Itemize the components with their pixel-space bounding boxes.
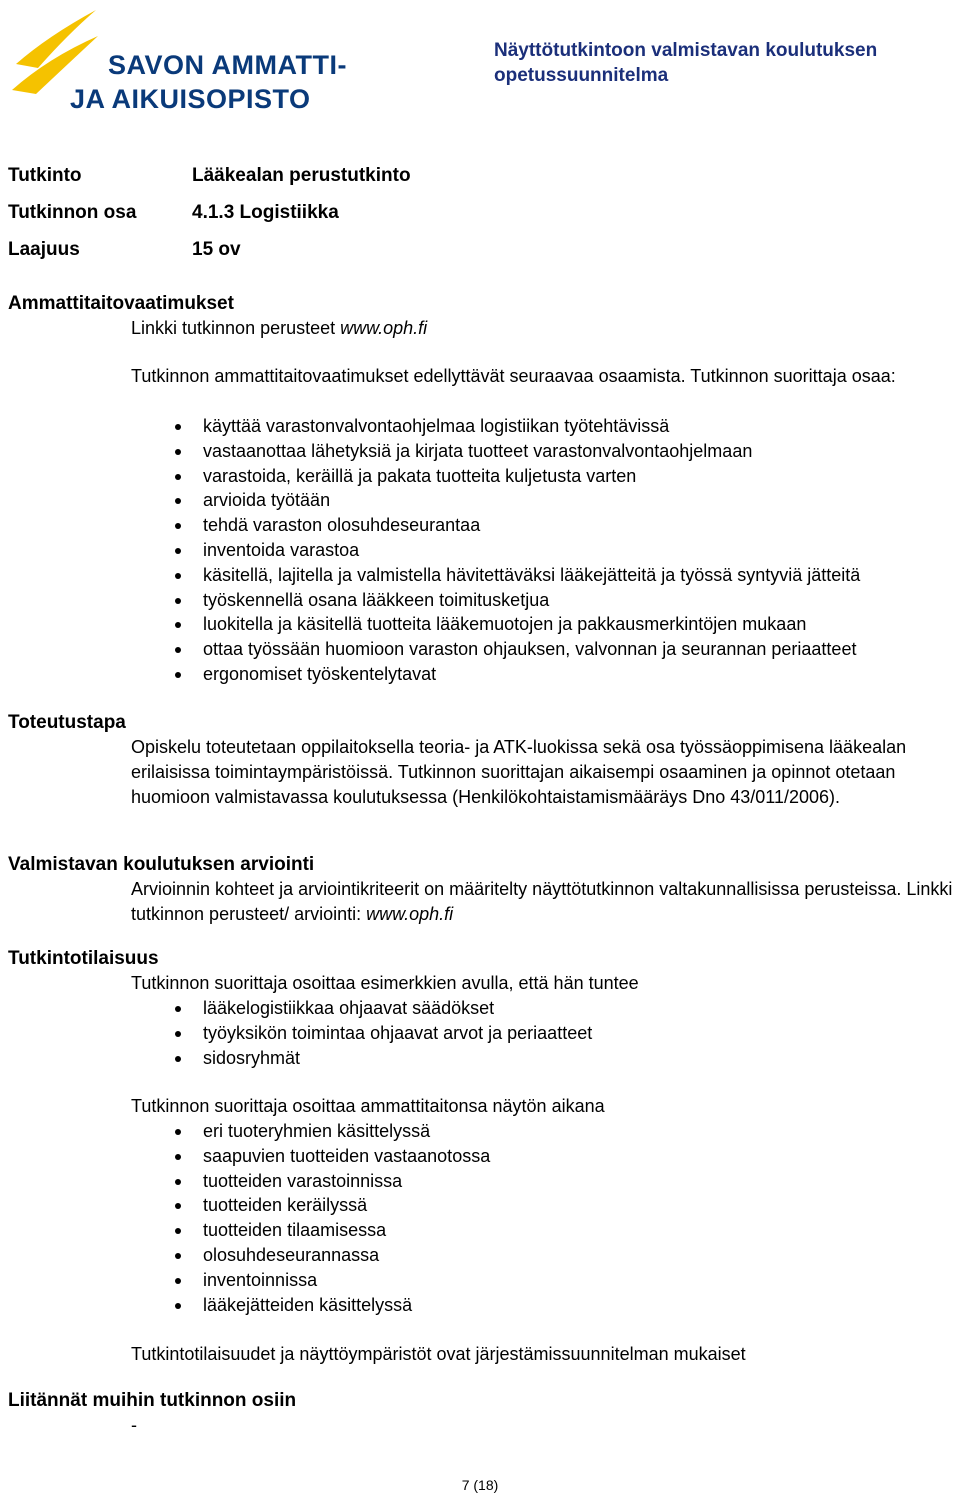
heading-tutkintotilaisuus: Tutkintotilaisuus: [8, 948, 159, 969]
ammattitaito-intro: Tutkinnon ammattitaitovaatimukset edellyttävät seuraavaa osaamista. Tutkinnon suorittaja osaa:: [131, 366, 896, 386]
list-item: inventoida varastoa: [131, 538, 960, 563]
heading-liitannat: Liitännät muihin tutkinnon osiin: [8, 1390, 297, 1411]
list-item: tuotteiden keräilyssä: [131, 1193, 951, 1218]
logo: [8, 6, 348, 112]
info-value-laajuus: 15 ov: [192, 239, 241, 260]
heading-arviointi: Valmistavan koulutuksen arviointi: [8, 854, 315, 875]
toteutustapa-text: Opiskelu toteutetaan oppilaitoksella teoria- ja ATK-luokissa sekä osa työssäoppimisena lääkealan erilaisissa toimintaympäristöissä. Tutkinnon suorittajan aikaisempi osaaminen ja opinnot otetaan huomioon valmistavassa koulutuksessa (Henkilökohtaistamismääräys Dno 43/011/2006).: [131, 737, 907, 807]
info-label-tutkinto: Tutkinto: [8, 165, 82, 186]
arviointi-body: Arvioinnin kohteet ja arviointikriteerit on määritelty näyttötutkinnon valtakunnallisissa perusteissa. Linkki tutkinnon perusteet/ arviointi:: [131, 879, 953, 924]
list-item: inventoinnissa: [131, 1268, 951, 1293]
list-item: tuotteiden varastoinnissa: [131, 1169, 951, 1194]
page-number: 7 (18): [461, 1477, 499, 1493]
tutkintotilaisuus-intro-2: Tutkinnon suorittaja osoittaa ammattitaitonsa näytön aikana: [131, 1096, 605, 1116]
logo-line-2: JA AIKUISOPISTO: [70, 84, 311, 114]
heading-ammattitaitovaatimukset: Ammattitaitovaatimukset: [8, 293, 234, 314]
list-item: sidosryhmät: [131, 1046, 951, 1071]
ammattitaito-list: [131, 414, 960, 687]
list-item: lääkejätteiden käsittelyssä: [131, 1293, 951, 1318]
list-item: käyttää varastonvalvontaohjelmaa logistiikan työtehtävissä: [131, 414, 960, 439]
list-item: olosuhdeseurannassa: [131, 1243, 951, 1268]
tutkintotilaisuus-list-1: [131, 996, 951, 1070]
list-item: arvioida työtään: [131, 488, 960, 513]
list-item: käsitellä, lajitella ja valmistella hävitettäväksi lääkejätteitä ja työssä syntyviä jätteitä: [131, 563, 960, 588]
link-prefix: Linkki tutkinnon perusteet: [131, 318, 341, 338]
list-item: ergonomiset työskentelytavat: [131, 662, 960, 687]
document-title: Näyttötutkintoon valmistavan koulutuksen opetussuunnitelma: [494, 40, 878, 86]
list-item: työskennellä osana lääkkeen toimitusketjua: [131, 588, 960, 613]
info-label-tutkinnon-osa: Tutkinnon osa: [8, 202, 137, 223]
link-line: [131, 316, 427, 341]
list-item: eri tuoteryhmien käsittelyssä: [131, 1119, 951, 1144]
list-item: vastaanottaa lähetyksiä ja kirjata tuotteet varastonvalvontaohjelmaan: [131, 439, 960, 464]
tutkintotilaisuus-list-2: [131, 1119, 951, 1317]
liitannat-text: -: [131, 1415, 137, 1435]
list-item: ottaa työssään huomioon varaston ohjauksen, valvonnan ja seurannan periaatteet: [131, 637, 960, 662]
info-value-tutkinnon-osa: 4.1.3 Logistiikka: [192, 202, 339, 223]
tutkintotilaisuus-closing: Tutkintotilaisuudet ja näyttöympäristöt ovat järjestämissuunnitelman mukaiset: [131, 1344, 746, 1364]
info-label-laajuus: Laajuus: [8, 239, 80, 260]
list-item: luokitella ja käsitellä tuotteita lääkemuotojen ja pakkausmerkintöjen mukaan: [131, 612, 960, 637]
list-item: saapuvien tuotteiden vastaanotossa: [131, 1144, 951, 1169]
oph-link[interactable]: www.oph.fi: [340, 318, 428, 338]
list-item: työyksikön toimintaa ohjaavat arvot ja periaatteet: [131, 1021, 951, 1046]
list-item: tehdä varaston olosuhdeseurantaa: [131, 513, 960, 538]
info-value-tutkinto: Lääkealan perustutkinto: [192, 165, 411, 186]
list-item: lääkelogistiikkaa ohjaavat säädökset: [131, 996, 951, 1021]
list-item: varastoida, keräillä ja pakata tuotteita kuljetusta varten: [131, 464, 960, 489]
tutkintotilaisuus-intro-1: Tutkinnon suorittaja osoittaa esimerkkien avulla, että hän tuntee: [131, 973, 639, 993]
list-item: tuotteiden tilaamisessa: [131, 1218, 951, 1243]
arviointi-text: [131, 877, 959, 927]
oph-link-arviointi[interactable]: www.oph.fi: [366, 903, 454, 924]
logo-line-1: SAVON AMMATTI-: [108, 50, 347, 80]
heading-toteutustapa: Toteutustapa: [8, 712, 126, 733]
